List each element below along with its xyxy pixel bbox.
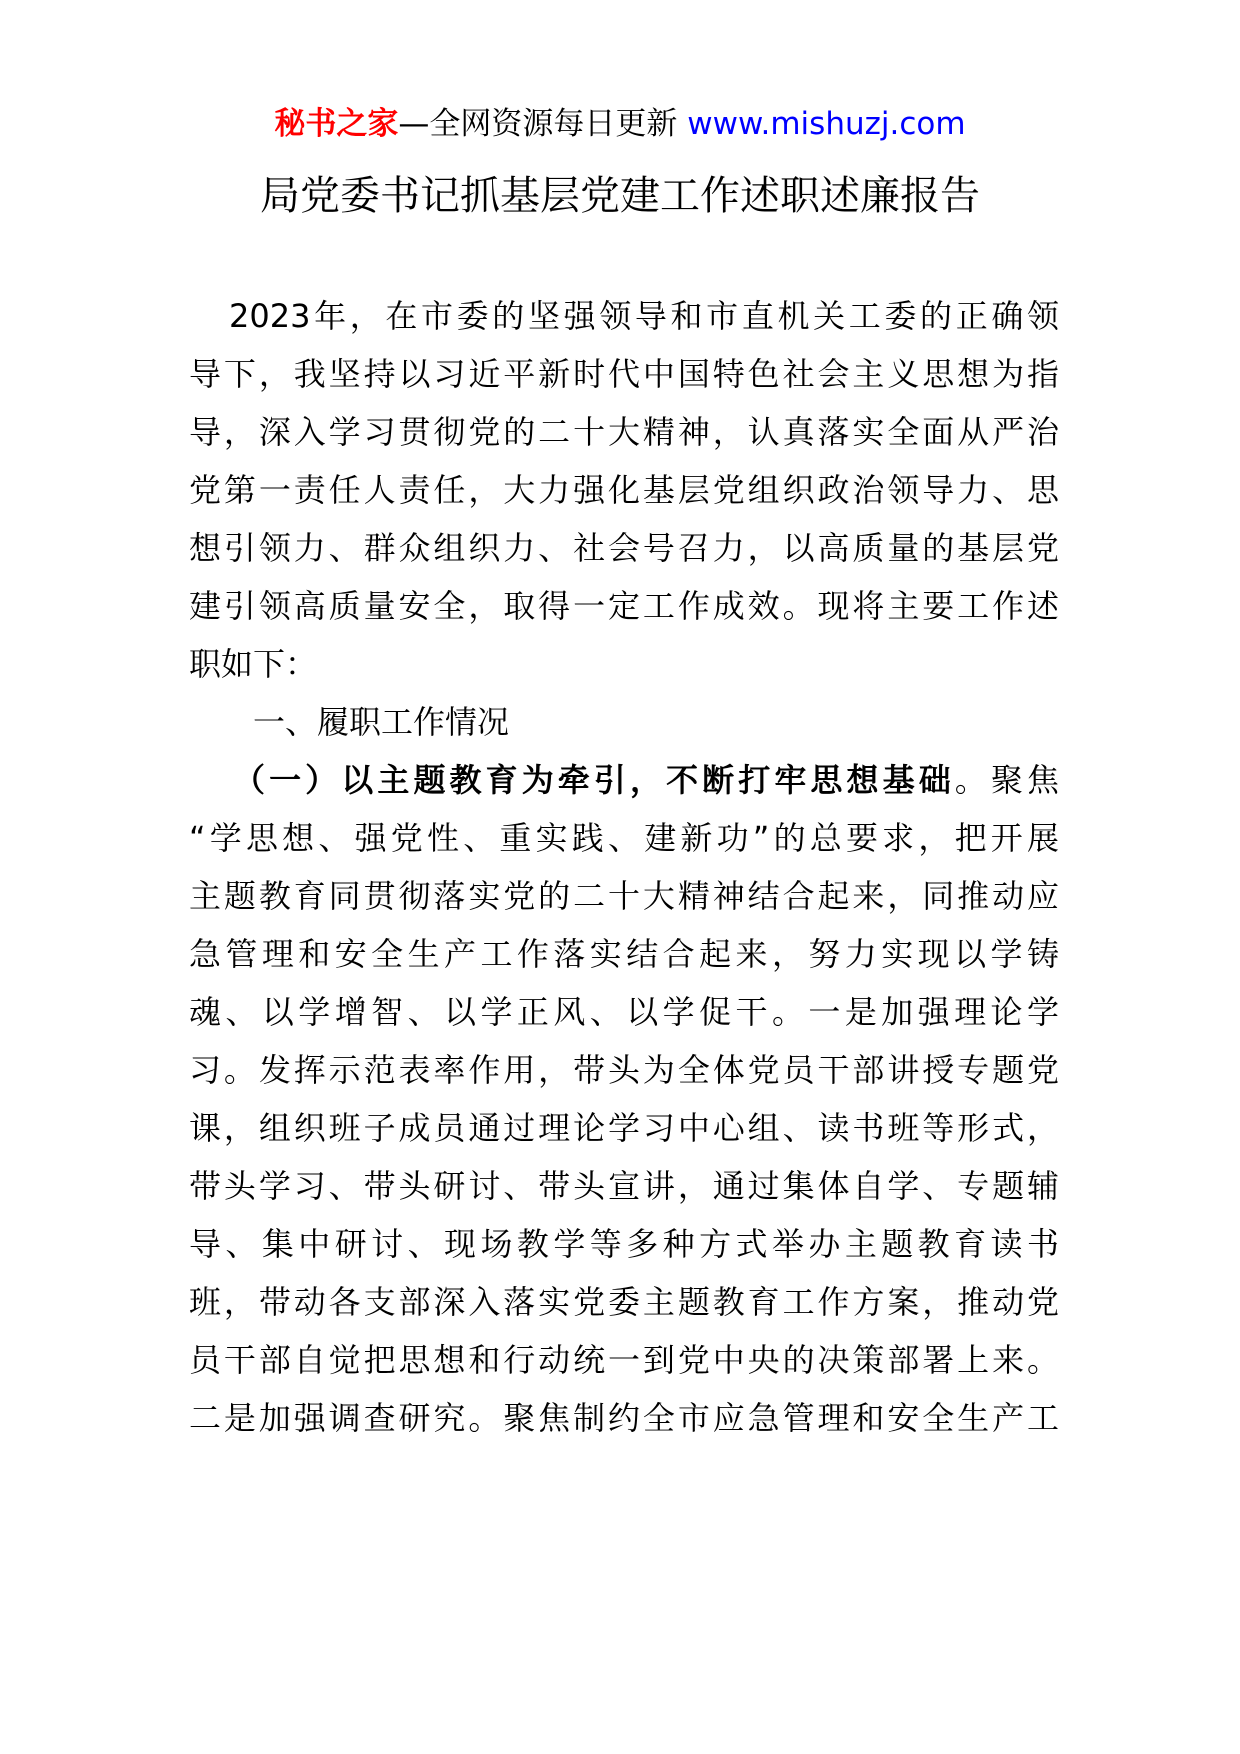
subsection-heading: （一）以主题教育为牵引，不断打牢思想基础 <box>233 761 955 799</box>
paragraph-line: 导，深入学习贯彻党的二十大精神，认真落实全面从严治 <box>189 413 1059 451</box>
paragraph-line: 员干部自觉把思想和行动统一到党中央的决策部署上来。 <box>189 1341 1059 1379</box>
paragraph-line: 班，带动各支部深入落实党委主题教育工作方案，推动党 <box>189 1283 1059 1321</box>
subsection-heading-continuation: 。聚焦 <box>954 761 1059 799</box>
paragraph-line: 带头学习、带头研讨、带头宣讲，通过集体自学、专题辅 <box>189 1167 1059 1205</box>
paragraph-line: 建引领高质量安全，取得一定工作成效。现将主要工作述 <box>189 587 1059 625</box>
section-heading: 一、履职工作情况 <box>253 703 510 741</box>
header-tagline: —全网资源每日更新 <box>398 106 688 142</box>
paragraph-line: “学思想、强党性、重实践、建新功”的总要求，把开展 <box>189 819 1059 857</box>
paragraph-line: 党第一责任人责任，大力强化基层党组织政治领导力、思 <box>189 471 1059 509</box>
paragraph-line: 主题教育同贯彻落实党的二十大精神结合起来，同推动应 <box>189 877 1059 915</box>
paragraph-line: 课，组织班子成员通过理论学习中心组、读书班等形式， <box>189 1109 1059 1147</box>
paragraph-line: 2023年，在市委的坚强领导和市直机关工委的正确领 <box>229 297 1059 335</box>
paragraph-line: 导、集中研讨、现场教学等多种方式举办主题教育读书 <box>189 1225 1059 1263</box>
document-title: 局党委书记抓基层党建工作述职述廉报告 <box>260 173 980 219</box>
paragraph-line: 想引领力、群众组织力、社会号召力，以高质量的基层党 <box>189 529 1059 567</box>
paragraph-line: 职如下： <box>189 645 318 683</box>
brand-name: 秘书之家 <box>274 106 399 142</box>
paragraph-line: 习。发挥示范表率作用，带头为全体党员干部讲授专题党 <box>189 1051 1059 1089</box>
header-banner <box>0 102 1240 146</box>
subsection-heading-line <box>189 760 1059 800</box>
paragraph-line: 二是加强调查研究。聚焦制约全市应急管理和安全生产工 <box>189 1399 1059 1437</box>
site-url-link[interactable]: www.mishuzj.com <box>687 106 966 142</box>
paragraph-line: 导下，我坚持以习近平新时代中国特色社会主义思想为指 <box>189 355 1059 393</box>
paragraph-line: 急管理和安全生产工作落实结合起来，努力实现以学铸 <box>189 935 1059 973</box>
paragraph-line: 魂、以学增智、以学正风、以学促干。一是加强理论学 <box>189 993 1059 1031</box>
